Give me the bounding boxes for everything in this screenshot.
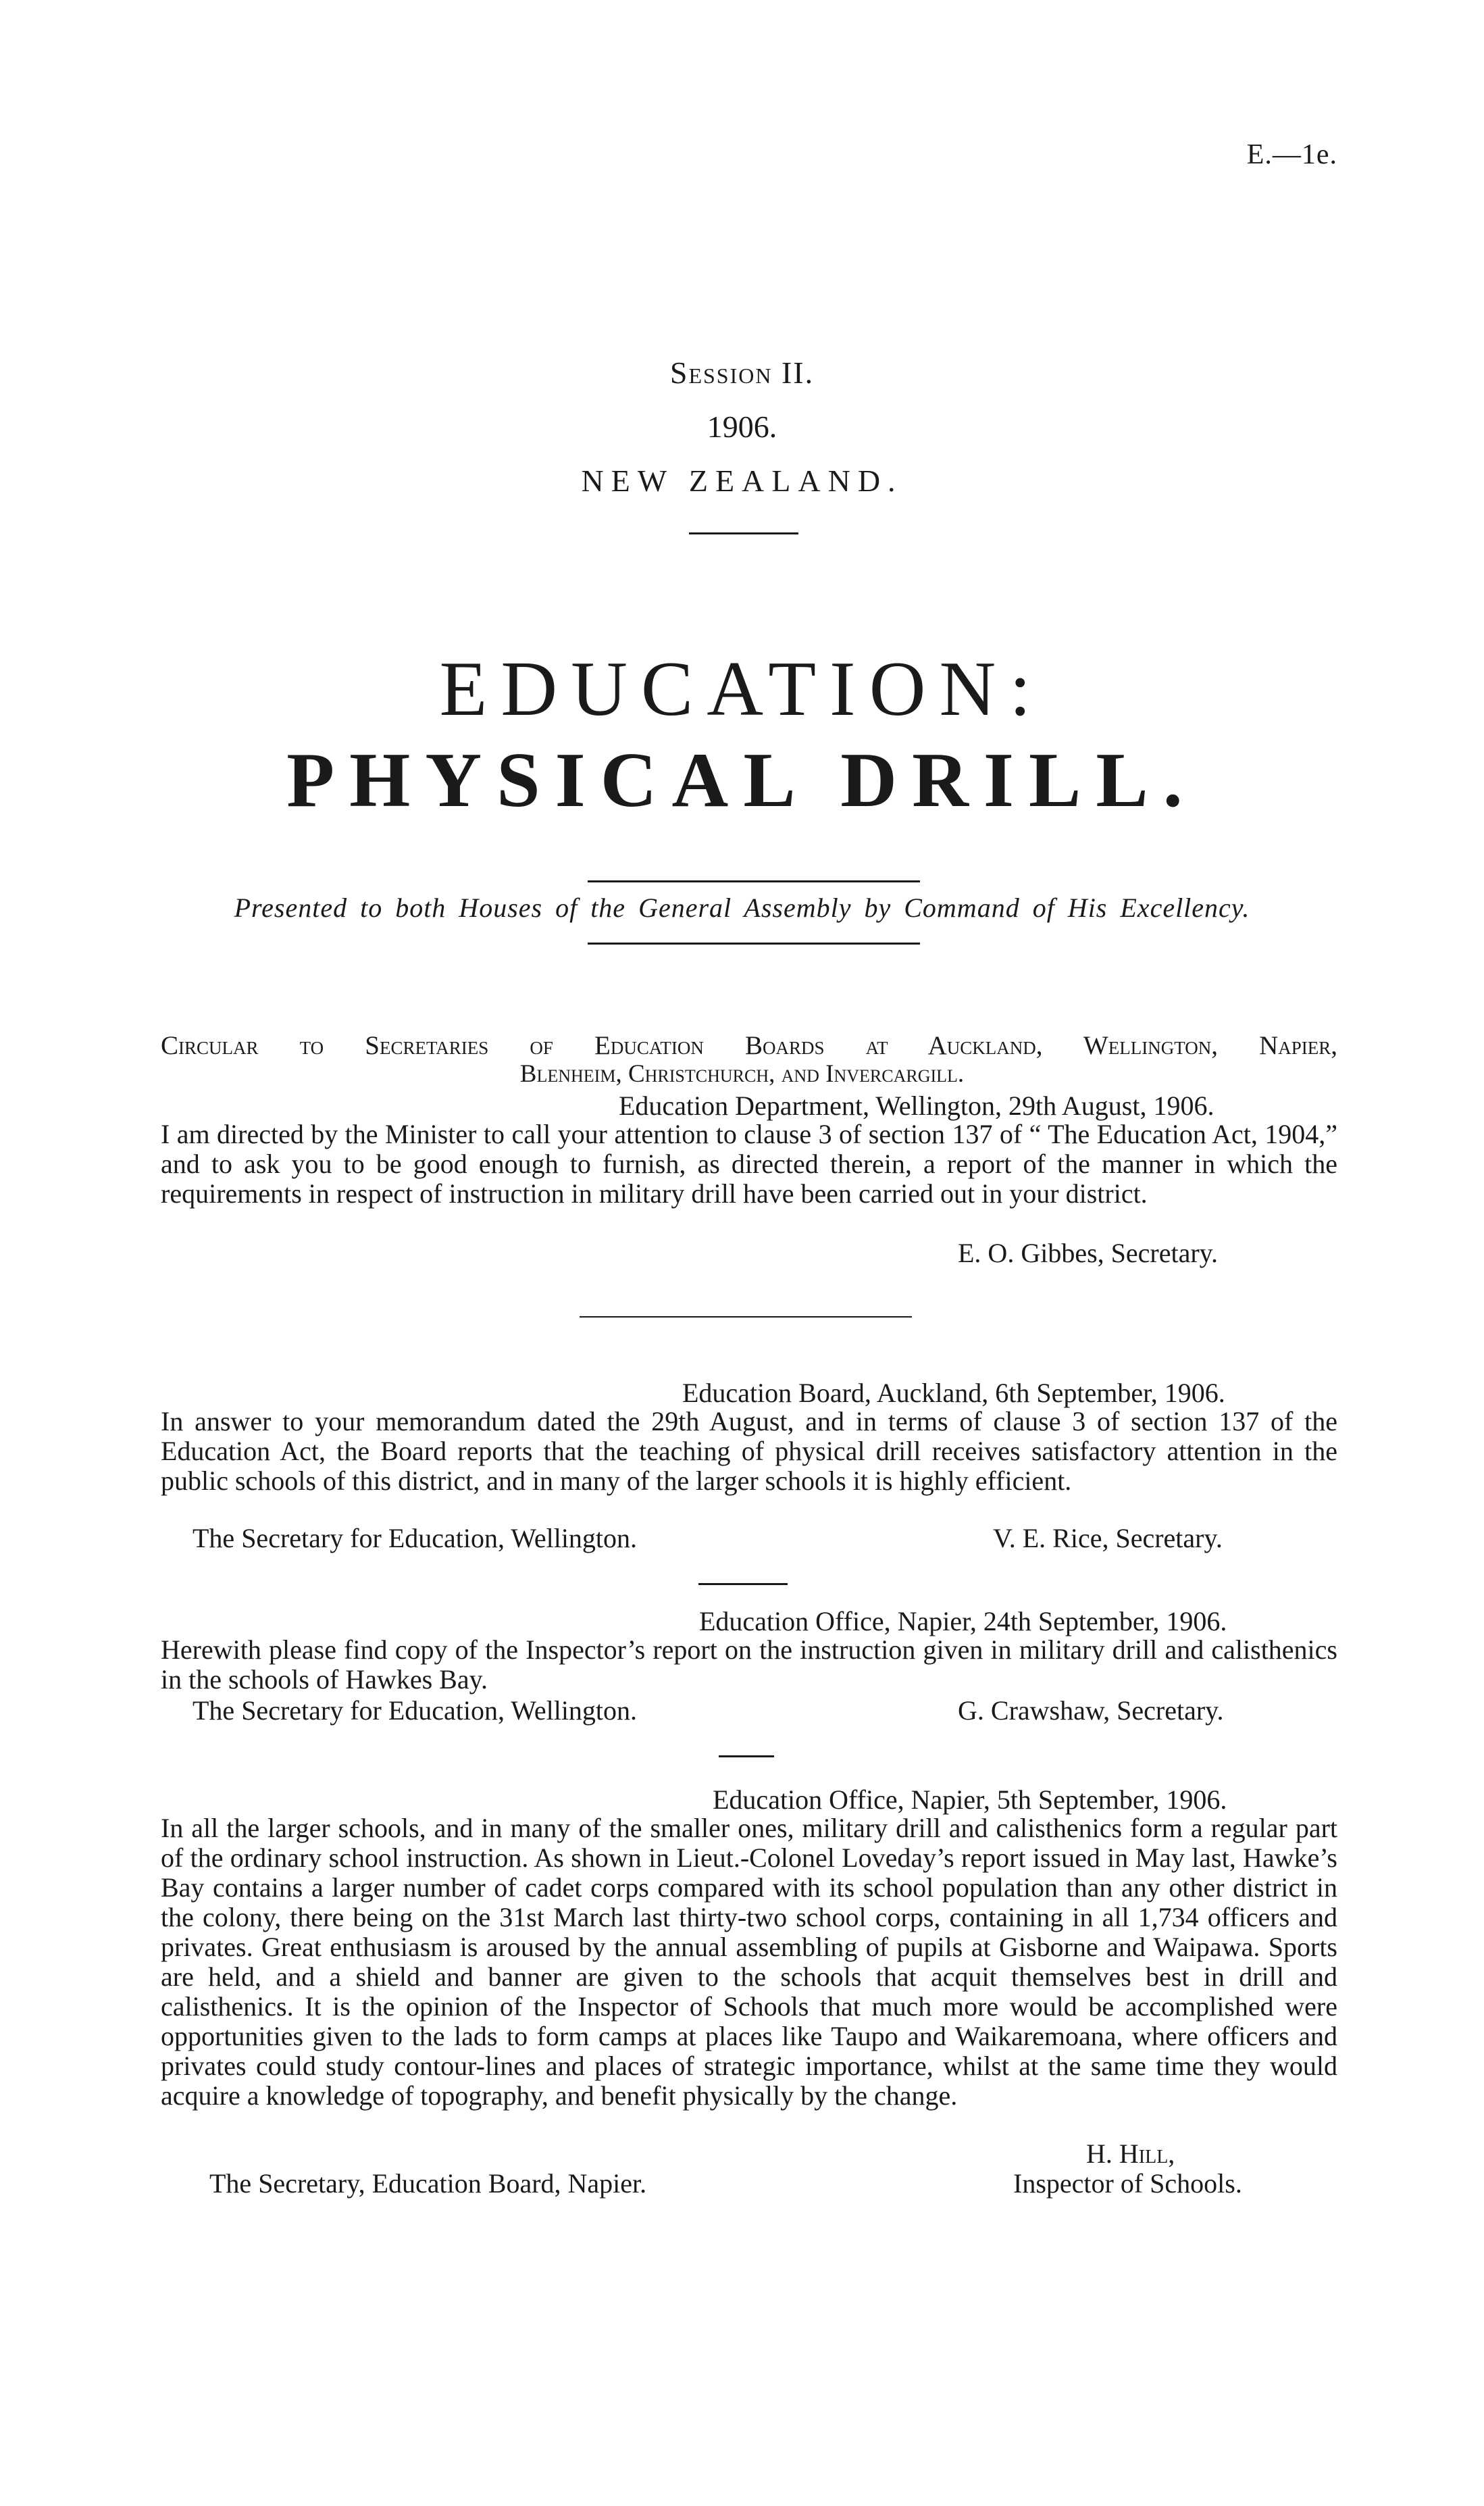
dateline: Education Office, Napier, 24th September, 1906.: [699, 1606, 1227, 1636]
signature: E. O. Gibbes, Secretary.: [958, 1238, 1219, 1268]
circular-heading: Blenheim, Christchurch, and Invercargill.: [519, 1060, 965, 1088]
letter-body: In answer to your memorandum dated the 29th August, and in terms of clause 3 of section 137 of the Education Act, the Board reports that the teaching of physical drill receives satisfactory attention in the public schools of this district, and in many of the larger schools it is highly efficient.: [161, 1406, 1337, 1496]
divider-rule: [719, 1755, 774, 1757]
signature: G. Crawshaw, Secretary.: [958, 1695, 1224, 1726]
divider-rule: [588, 880, 920, 882]
dateline: Education Board, Auckland, 6th September, 1906.: [682, 1378, 1225, 1408]
page-reference: E.—1e.: [1246, 139, 1337, 170]
year-line: 1906.: [707, 409, 777, 444]
document-title-line2: PHYSICAL DRILL.: [286, 737, 1198, 824]
report-body: In all the larger schools, and in many of the smaller ones, military drill and calisthenics form a regular part of the ordinary school instruction. As shown in Lieut.-Colonel Loveday’s report issued in May last, Hawke’s Bay contains a larger number of cadet corps compared with its school population than any other district in the colony, there being on the 31st March last thirty-two school corps, containing in all 1,734 officers and privates. Great enthusiasm is aroused by the annual assembling of pupils at Gisborne and Waipawa. Sports are held, and a shield and banner are given to the schools that acquit themselves best in drill and calisthenics. It is the opinion of the Inspector of Schools that much more would be accomplished were opportunities given to the lads to form camps at places like Taupo and Waikaremoana, where officers and privates could study contour-lines and places of strategic importance, whilst at the same time they would acquire a knowledge of topography, and benefit physically by the change.: [161, 1813, 1337, 2111]
addressee: The Secretary for Education, Wellington.: [193, 1695, 638, 1726]
letter-body: Herewith please find copy of the Inspector’s report on the instruction given in military drill and calisthenics in the schools of Hawkes Bay.: [161, 1634, 1337, 1695]
country-line: NEW ZEALAND.: [581, 463, 903, 498]
signature: V. E. Rice, Secretary.: [993, 1523, 1223, 1553]
divider-rule: [580, 1316, 912, 1318]
dateline: Education Office, Napier, 5th September, 1906.: [713, 1784, 1227, 1815]
circular-heading: Circular to Secretaries of Education Boards at Auckland, Wellington, Napier,: [161, 1031, 1337, 1060]
addressee: The Secretary for Education, Wellington.: [193, 1523, 638, 1553]
signature: H. Hill,: [1086, 2138, 1175, 2169]
divider-rule: [698, 1583, 788, 1585]
dateline: Education Department, Wellington, 29th August, 1906.: [619, 1091, 1214, 1121]
addressee: The Secretary, Education Board, Napier.: [209, 2168, 647, 2199]
document-title-line1: EDUCATION:: [439, 646, 1045, 732]
circular-body: I am directed by the Minister to call your attention to clause 3 of section 137 of “ The Education Act, 1904,” and to ask you to be good enough to furnish, as directed therein, a report of the manner in which the requirements in respect of instruction in military drill have been carried out in your district.: [161, 1119, 1337, 1209]
divider-rule: [588, 943, 920, 945]
session-line: Session II.: [669, 355, 815, 390]
presentation-note: Presented to both Houses of the General Assembly by Command of His Excellency.: [234, 893, 1250, 923]
divider-rule: [689, 532, 798, 534]
signature-title: Inspector of Schools.: [1013, 2168, 1242, 2199]
